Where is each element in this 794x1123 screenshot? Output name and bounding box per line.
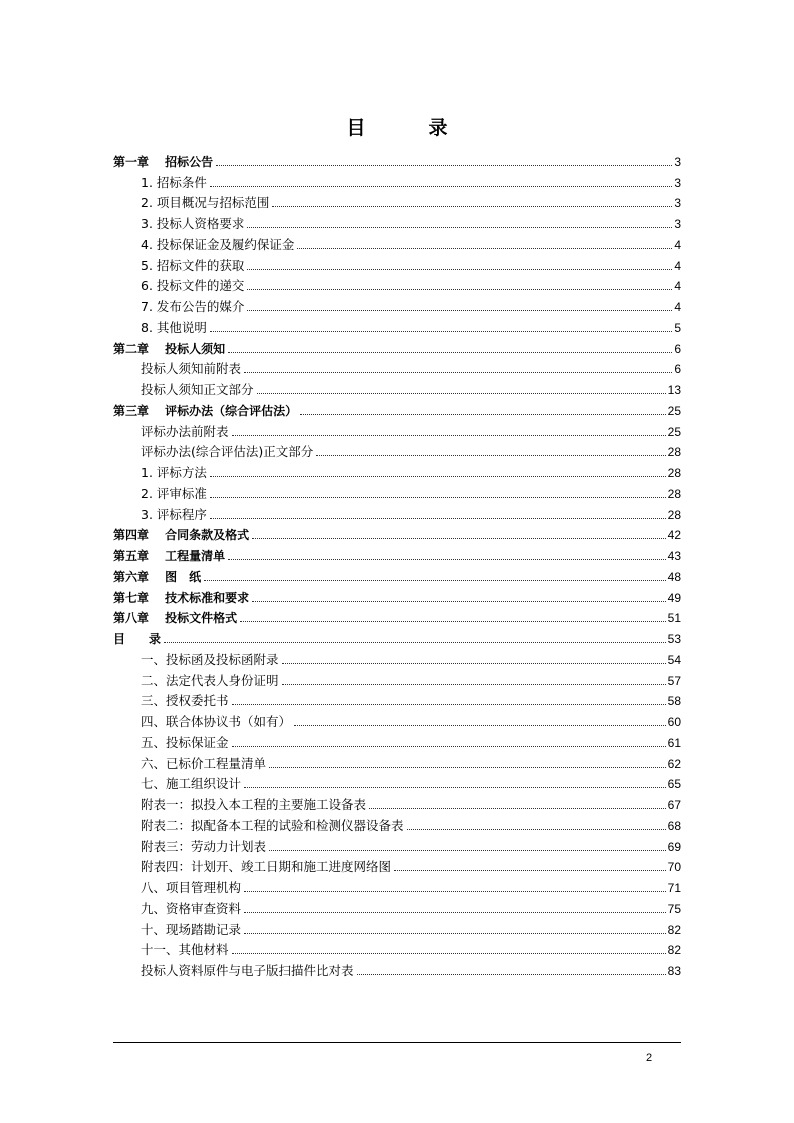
toc-entry-page-number: 54 (667, 652, 681, 667)
toc-entry-page-number: 28 (667, 486, 681, 501)
toc-section-entry[interactable] (113, 170, 681, 191)
toc-entry-page-number: 3 (674, 196, 681, 211)
toc-section-entry[interactable] (113, 689, 681, 710)
toc-section-entry[interactable] (113, 668, 681, 689)
toc-entry-label: 第一章 招标公告 (113, 154, 214, 169)
toc-section-entry[interactable] (113, 896, 681, 917)
toc-entry-page-number: 49 (667, 590, 681, 605)
toc-title: 目 录 (346, 117, 470, 139)
toc-entry-label: 第七章 技术标准和要求 (113, 590, 250, 605)
page-number: 2 (646, 1052, 653, 1064)
toc-entry-page-number: 51 (667, 611, 681, 626)
toc-dot-leader (244, 372, 672, 373)
toc-section-entry[interactable] (113, 938, 681, 959)
toc-section-entry[interactable] (113, 502, 681, 523)
toc-entry-page-number: 58 (667, 694, 681, 709)
toc-entry-label: 评标办法前附表 (141, 423, 229, 439)
toc-entry-label: 附表四：计划开、竣工日期和施工进度网络图 (141, 859, 392, 875)
toc-section-entry[interactable] (113, 772, 681, 793)
toc-section-entry[interactable] (113, 294, 681, 315)
toc-entry-page-number: 4 (674, 300, 681, 314)
toc-entry-page-number: 43 (667, 549, 681, 563)
toc-entry-page-number: 25 (667, 403, 681, 418)
toc-section-entry[interactable] (113, 191, 681, 212)
toc-entry-label: 2. 项目概况与招标范围 (141, 195, 270, 211)
toc-dot-leader (252, 538, 665, 539)
toc-dot-leader (257, 393, 666, 394)
toc-dot-leader (316, 455, 665, 456)
toc-section-entry[interactable] (113, 792, 681, 813)
toc-entry-label: 附表三：劳动力计划表 (141, 838, 267, 854)
toc-entry-label: 6. 投标文件的递交 (141, 278, 245, 294)
toc-entry-page-number: 48 (667, 569, 681, 584)
toc-chapter-entry[interactable] (113, 626, 681, 647)
toc-dot-leader (210, 331, 672, 332)
toc-section-entry[interactable] (113, 709, 681, 730)
toc-entry-page-number: 3 (674, 175, 681, 190)
toc-section-entry[interactable] (113, 751, 681, 772)
toc-dot-leader (228, 559, 665, 560)
toc-dot-leader (394, 870, 666, 871)
toc-entry-label: 一、投标函及投标函附录 (141, 651, 279, 667)
toc-entry-label: 第四章 合同条款及格式 (113, 528, 250, 543)
toc-section-entry[interactable] (113, 315, 681, 336)
toc-entry-page-number: 6 (674, 341, 681, 356)
toc-dot-leader (210, 186, 672, 187)
toc-entry-label: 8. 其他说明 (141, 319, 207, 335)
toc-entry-label: 第五章 工程量清单 (113, 549, 226, 563)
toc-dot-leader (244, 933, 666, 934)
table-of-contents (113, 149, 681, 979)
toc-entry-page-number: 4 (674, 258, 681, 273)
toc-entry-label: 7. 发布公告的媒介 (141, 299, 245, 314)
toc-dot-leader (269, 767, 666, 768)
toc-entry-label: 第三章 评标办法（综合评估法） (113, 403, 298, 418)
toc-entry-label: 二、法定代表人身份证明 (141, 672, 279, 688)
toc-section-entry[interactable] (113, 958, 681, 979)
toc-entry-label: 投标人须知正文部分 (141, 382, 254, 397)
toc-entry-label: 五、投标保证金 (141, 734, 229, 750)
toc-entry-label: 投标人须知前附表 (141, 361, 242, 377)
toc-section-entry[interactable] (113, 875, 681, 896)
toc-entry-page-number: 53 (667, 632, 681, 646)
toc-entry-page-number: 82 (667, 943, 681, 958)
toc-section-entry[interactable] (113, 460, 681, 481)
toc-entry-page-number: 70 (667, 860, 681, 875)
toc-entry-page-number: 71 (667, 881, 681, 895)
toc-entry-page-number: 13 (667, 383, 681, 397)
toc-dot-leader (247, 227, 672, 228)
toc-entry-page-number: 69 (667, 839, 681, 854)
toc-entry-label: 2. 评审标准 (141, 485, 207, 501)
toc-dot-leader (164, 642, 666, 643)
toc-chapter-entry[interactable] (113, 543, 681, 564)
toc-entry-page-number: 61 (667, 735, 681, 750)
toc-dot-leader (300, 414, 665, 415)
toc-entry-label: 评标办法(综合评估法)正文部分 (141, 444, 314, 460)
toc-entry-label: 四、联合体协议书（如有） (141, 714, 292, 729)
toc-dot-leader (272, 206, 672, 207)
toc-entry-label: 六、已标价工程量清单 (141, 755, 267, 771)
toc-dot-leader (240, 621, 665, 622)
toc-entry-page-number: 68 (667, 818, 681, 833)
toc-dot-leader (369, 808, 666, 809)
toc-dot-leader (247, 269, 672, 270)
toc-dot-leader (210, 518, 666, 519)
toc-chapter-entry[interactable] (113, 149, 681, 170)
toc-section-entry[interactable] (113, 274, 681, 295)
toc-dot-leader (232, 704, 666, 705)
toc-dot-leader (407, 829, 666, 830)
toc-entry-page-number: 75 (667, 901, 681, 916)
toc-section-entry[interactable] (113, 377, 681, 398)
toc-entry-page-number: 42 (667, 528, 681, 543)
toc-entry-label: 3. 评标程序 (141, 506, 207, 522)
toc-section-entry[interactable] (113, 253, 681, 274)
toc-entry-label: 4. 投标保证金及履约保证金 (141, 236, 295, 252)
toc-entry-page-number: 83 (667, 964, 681, 978)
toc-dot-leader (216, 165, 672, 166)
toc-entry-label: 3. 投标人资格要求 (141, 216, 245, 231)
toc-entry-label: 第八章 投标文件格式 (113, 611, 238, 626)
toc-entry-label: 七、施工组织设计 (141, 776, 242, 792)
toc-chapter-entry[interactable] (113, 606, 681, 627)
toc-section-entry[interactable] (113, 440, 681, 461)
toc-entry-label: 附表二：拟配备本工程的试验和检测仪器设备表 (141, 817, 404, 833)
toc-dot-leader (244, 912, 666, 913)
toc-section-entry[interactable] (113, 813, 681, 834)
toc-dot-leader (247, 310, 672, 311)
toc-entry-label: 十、现场踏勘记录 (141, 921, 242, 937)
toc-dot-leader (244, 891, 666, 892)
toc-chapter-entry[interactable] (113, 336, 681, 357)
toc-entry-label: 第二章 投标人须知 (113, 341, 226, 356)
toc-dot-leader (247, 289, 672, 290)
toc-entry-page-number: 28 (667, 466, 681, 480)
toc-entry-page-number: 65 (667, 777, 681, 792)
toc-entry-label: 三、授权委托书 (141, 693, 229, 709)
toc-entry-page-number: 28 (667, 507, 681, 522)
toc-entry-label: 第六章 图 纸 (113, 569, 202, 584)
toc-dot-leader (282, 663, 666, 664)
toc-dot-leader (269, 850, 666, 851)
toc-entry-page-number: 6 (674, 362, 681, 377)
toc-dot-leader (232, 746, 666, 747)
toc-section-entry[interactable] (113, 855, 681, 876)
toc-entry-label: 1. 招标条件 (141, 174, 207, 190)
toc-entry-page-number: 67 (667, 798, 681, 812)
toc-section-entry[interactable] (113, 419, 681, 440)
toc-section-entry[interactable] (113, 834, 681, 855)
toc-dot-leader (297, 248, 672, 249)
toc-dot-leader (282, 684, 666, 685)
toc-entry-label: 投标人资料原件与电子版扫描件比对表 (141, 963, 354, 978)
toc-dot-leader (210, 476, 666, 477)
toc-chapter-entry[interactable] (113, 523, 681, 544)
toc-section-entry[interactable] (113, 232, 681, 253)
toc-entry-page-number: 5 (674, 320, 681, 335)
toc-entry-label: 八、项目管理机构 (141, 880, 242, 895)
toc-chapter-entry[interactable] (113, 564, 681, 585)
toc-entry-label: 附表一：拟投入本工程的主要施工设备表 (141, 797, 367, 812)
toc-entry-page-number: 62 (667, 756, 681, 771)
toc-entry-page-number: 4 (674, 279, 681, 294)
toc-section-entry[interactable] (113, 211, 681, 232)
toc-entry-page-number: 25 (667, 424, 681, 439)
toc-entry-page-number: 57 (667, 673, 681, 688)
toc-entry-page-number: 4 (674, 237, 681, 252)
toc-dot-leader (252, 601, 665, 602)
toc-section-entry[interactable] (113, 730, 681, 751)
toc-dot-leader (204, 580, 665, 581)
toc-dot-leader (232, 953, 666, 954)
toc-chapter-entry[interactable] (113, 585, 681, 606)
toc-dot-leader (357, 974, 666, 975)
toc-entry-page-number: 82 (667, 922, 681, 937)
toc-entry-label: 目 录 (113, 632, 162, 646)
toc-dot-leader (232, 435, 666, 436)
toc-entry-label: 5. 招标文件的获取 (141, 257, 245, 273)
toc-entry-label: 十一、其他材料 (141, 942, 229, 958)
toc-entry-page-number: 60 (667, 715, 681, 729)
toc-dot-leader (228, 352, 672, 353)
toc-section-entry[interactable] (113, 917, 681, 938)
toc-section-entry[interactable] (113, 647, 681, 668)
toc-section-entry[interactable] (113, 481, 681, 502)
toc-dot-leader (210, 497, 666, 498)
toc-entry-label: 1. 评标方法 (141, 465, 207, 480)
toc-entry-page-number: 3 (674, 154, 681, 169)
toc-section-entry[interactable] (113, 357, 681, 378)
toc-entry-label: 九、资格审查资料 (141, 900, 242, 916)
toc-dot-leader (244, 787, 666, 788)
toc-dot-leader (294, 725, 666, 726)
footer-divider (113, 1042, 681, 1043)
toc-entry-page-number: 3 (674, 217, 681, 231)
toc-entry-page-number: 28 (667, 445, 681, 460)
toc-chapter-entry[interactable] (113, 398, 681, 419)
